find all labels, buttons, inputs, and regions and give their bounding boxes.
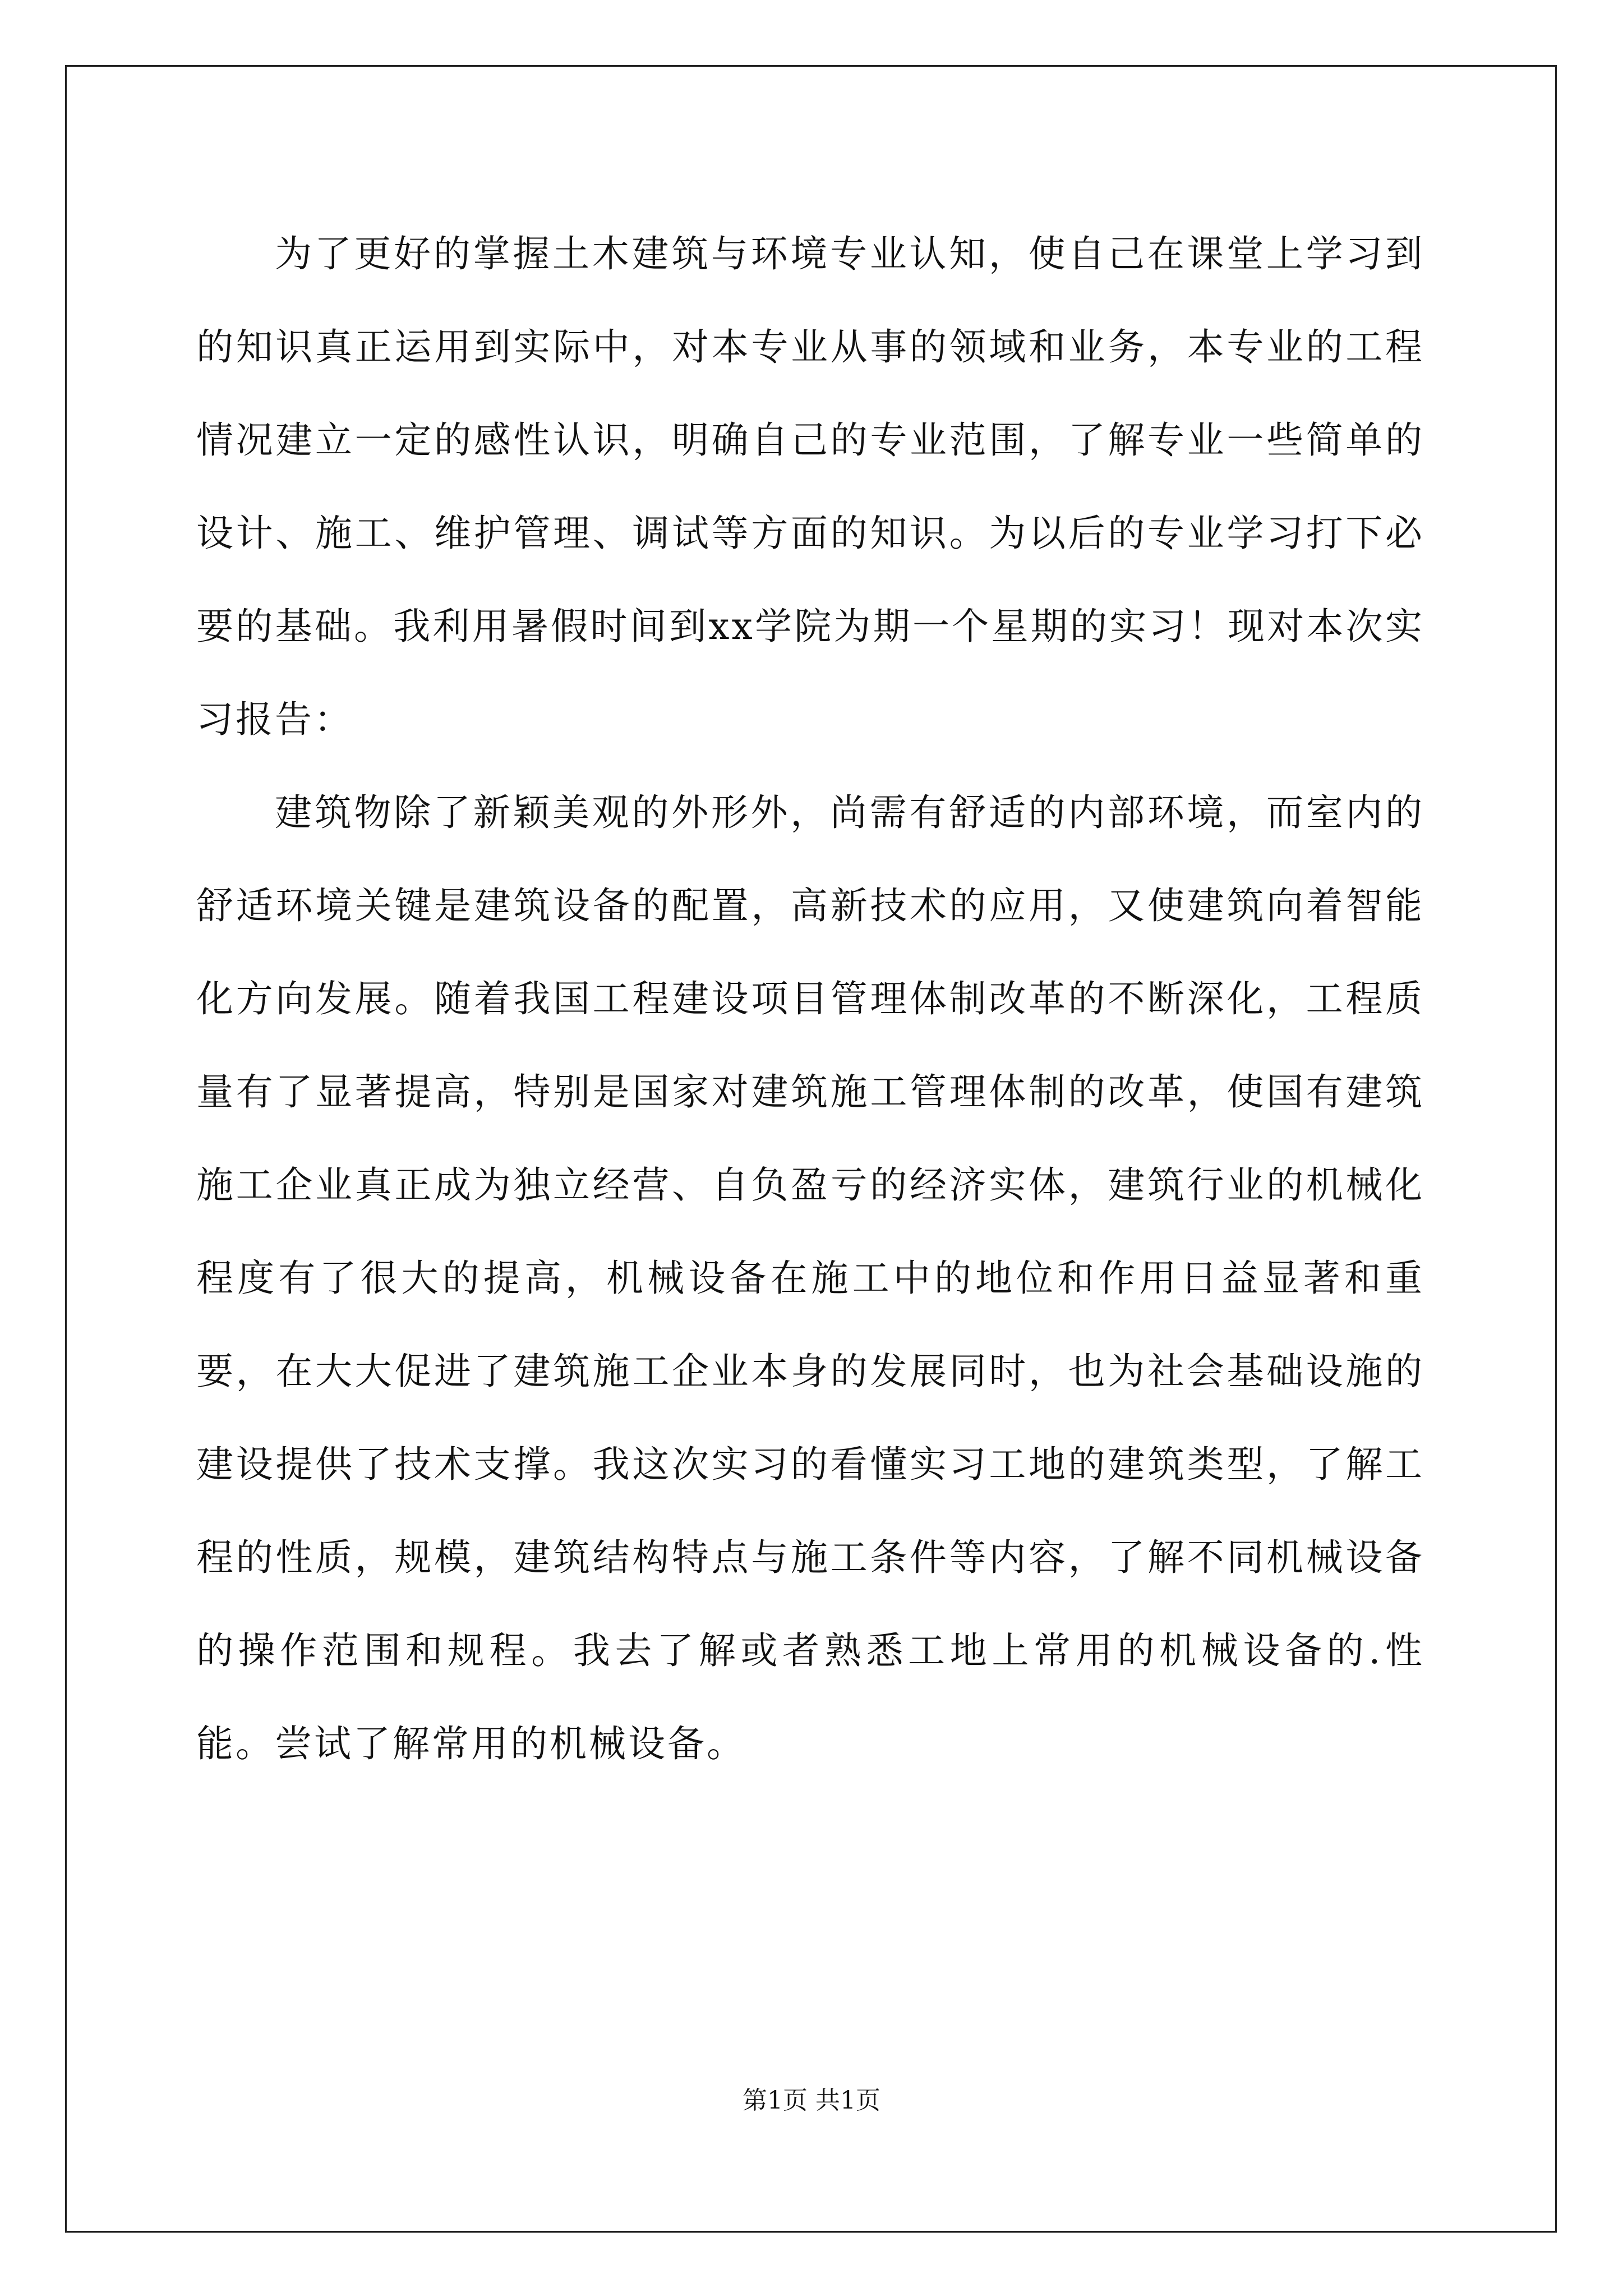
page-number-footer: 第1页 共1页 — [743, 2086, 880, 2115]
paragraph-1: 为了更好的掌握土木建筑与环境专业认知，使自己在课堂上学习到的知识真正运用到实际中，对本专业从事的领域和业务，本专业的工程情况建立一定的感性认识，明确自己的专业范围，了解专业一些简单的设计、施工、维护管理、调试等方面的知识。为以后的专业学习打下必要的基础。我利用暑假时间到xx学院为期一个星期的实习！现对本次实习报告： — [196, 232, 1424, 741]
paragraph-2: 建筑物除了新颖美观的外形外，尚需有舒适的内部环境，而室内的舒适环境关键是建筑设备的配置，高新技术的应用，又使建筑向着智能化方向发展。随着我国工程建设项目管理体制改革的不断深化，工程质量有了显著提高，特别是国家对建筑施工管理体制的改革，使国有建筑施工企业真正成为独立经营、自负盈亏的经济实体，建筑行业的机械化程度有了很大的提高，机械设备在施工中的地位和作用日益显著和重要，在大大促进了建筑施工企业本身的发展同时，也为社会基础设施的建设提供了技术支撑。我这次实习的看懂实习工地的建筑类型，了解工程的性质，规模，建筑结构特点与施工条件等内容，了解不同机械设备的操作范围和规程。我去了解或者熟悉工地上常用的机械设备的.性能。尝试了解常用的机械设备。 — [196, 791, 1424, 1765]
document-body — [196, 208, 1424, 1791]
